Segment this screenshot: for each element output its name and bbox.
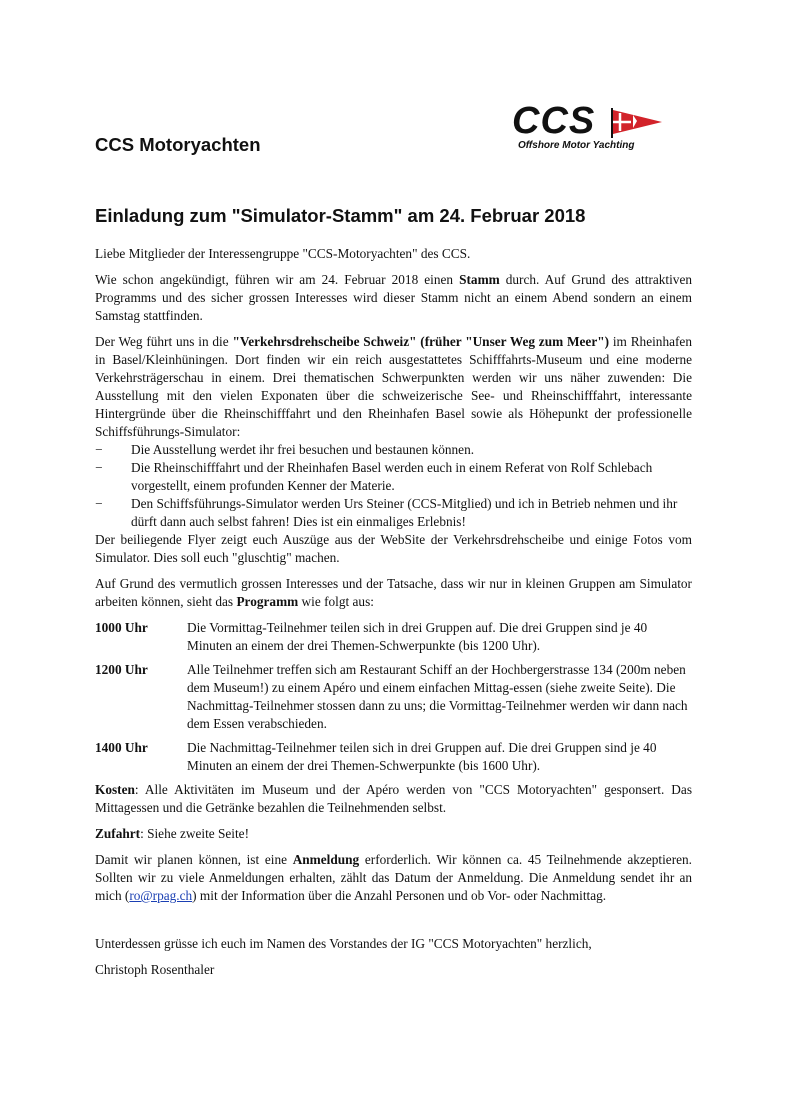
logo-tagline: Offshore Motor Yachting bbox=[518, 140, 635, 151]
pennant-flag-icon bbox=[609, 107, 665, 139]
dash-marker: − bbox=[95, 496, 103, 511]
schedule-description: Die Nachmittag-Teilnehmer teilen sich in drei Gruppen auf. Die drei Gruppen sind je 40 Minuten an einem der drei Themen-Schwerpunkte (bis 1600 Uhr). bbox=[187, 740, 657, 773]
bullet-list bbox=[95, 441, 692, 531]
schedule-row bbox=[95, 619, 692, 655]
dash-marker: − bbox=[95, 442, 103, 457]
closing-paragraph: Unterdessen grüsse ich euch im Namen des Vorstandes der IG "CCS Motoryachten" herzlich, bbox=[95, 936, 592, 951]
schedule-time: 1000 Uhr bbox=[95, 620, 148, 635]
zufahrt-paragraph: Zufahrt: Siehe zweite Seite! bbox=[95, 826, 249, 841]
letter-body bbox=[95, 245, 692, 987]
greeting-paragraph: Liebe Mitglieder der Interessengruppe "CCS-Motoryachten" des CCS. bbox=[95, 246, 471, 261]
programm-intro-paragraph: Auf Grund des vermutlich grossen Interesses und der Tatsache, dass wir nur in kleinen Gruppen am Simulator arbeiten können, sieht das Programm wie folgt aus: bbox=[95, 576, 692, 609]
schedule-row bbox=[95, 739, 692, 775]
intro-paragraph: Wie schon angekündigt, führen wir am 24. Februar 2018 einen Stamm durch. Auf Grund des attraktiven Programms und des sicher grossen Interesses wird dieser Stamm nicht an einem Abend sondern an einem Samstag stattfinden. bbox=[95, 272, 692, 323]
list-item: − Die Rheinschifffahrt und der Rheinhafen Basel werden euch in einem Referat von Rolf Schlebach vorgestellt, einem profunden Kenner der Materie. bbox=[95, 460, 653, 493]
spacer bbox=[95, 913, 692, 935]
kosten-paragraph: Kosten: Alle Aktivitäten im Museum und der Apéro werden von "CCS Motoryachten" gesponsert. Das Mittagessen und die Getränke bezahlen die Teilnehmenden selbst. bbox=[95, 782, 692, 815]
document-title: Einladung zum "Simulator-Stamm" am 24. Februar 2018 bbox=[95, 205, 586, 226]
anmeldung-paragraph: Damit wir planen können, ist eine Anmeldung erforderlich. Wir können ca. 45 Teilnehmende akzeptieren. Sollten wir zu viele Anmeldungen erhalten, zählt das Datum der Anmeldung. Die Anmeldung sendet ihr an mich (ro@rpag.ch) mit der Information über die Anzahl Personen und ob Vor- oder Nachmittag. bbox=[95, 852, 693, 903]
flyer-paragraph: Der beiliegende Flyer zeigt euch Auszüge aus der WebSite der Verkehrsdrehscheibe und einige Fotos vom Simulator. Dies soll euch "gluschtig" machen. bbox=[95, 532, 692, 565]
organization-title: CCS Motoryachten bbox=[95, 134, 261, 155]
schedule-row bbox=[95, 661, 692, 733]
list-item: − Die Ausstellung werdet ihr frei besuchen und bestaunen können. bbox=[95, 442, 475, 457]
logo-wordmark: CCS bbox=[512, 100, 596, 142]
schedule-description: Alle Teilnehmer treffen sich am Restaurant Schiff an der Hochbergerstrasse 134 (200m neben dem Museum!) zu einem Apéro und einem einfachen Mittag-essen (siehe zweite Seite). Die Nachmittag-Teilnehmer stossen dann zu uns; die Vormittag-Teilnehmer werden wir dann nach dem Essen verabschieden. bbox=[187, 662, 688, 731]
schedule-description: Die Vormittag-Teilnehmer teilen sich in drei Gruppen auf. Die drei Gruppen sind je 40 Minuten an einem der drei Themen-Schwerpunkte (bis 1200 Uhr). bbox=[187, 620, 648, 653]
venue-paragraph: Der Weg führt uns in die "Verkehrsdrehscheibe Schweiz" (früher "Unser Weg zum Meer") im Rheinhafen in Basel/Kleinhüningen. Dort finden wir ein reich ausgestattetes Schifffahrts-Museum und eine moderne Verkehrsträgerschau in einem. Drei thematischen Schwerpunkten werden wir uns näher zuwenden: Die Ausstellung mit den vielen Exponaten über die schweizerische See- und Rheinschifffahrt, interessante Hintergründe über die Rheinschifffahrt und den Rheinhafen Basel sowie als Höhepunkt der professionelle Schiffsführungs-Simulator: bbox=[95, 334, 692, 439]
ccs-logo bbox=[512, 100, 664, 156]
schedule-time: 1400 Uhr bbox=[95, 740, 148, 755]
signature: Christoph Rosenthaler bbox=[95, 962, 215, 977]
schedule-time: 1200 Uhr bbox=[95, 662, 148, 677]
email-link[interactable]: ro@rpag.ch bbox=[129, 888, 193, 903]
list-item: − Den Schiffsführungs-Simulator werden Urs Steiner (CCS-Mitglied) und ich in Betrieb nehmen und ihr dürft dann auch selbst fahren! Dies ist ein einmaliges Erlebnis! bbox=[95, 496, 678, 529]
dash-marker: − bbox=[95, 460, 103, 475]
